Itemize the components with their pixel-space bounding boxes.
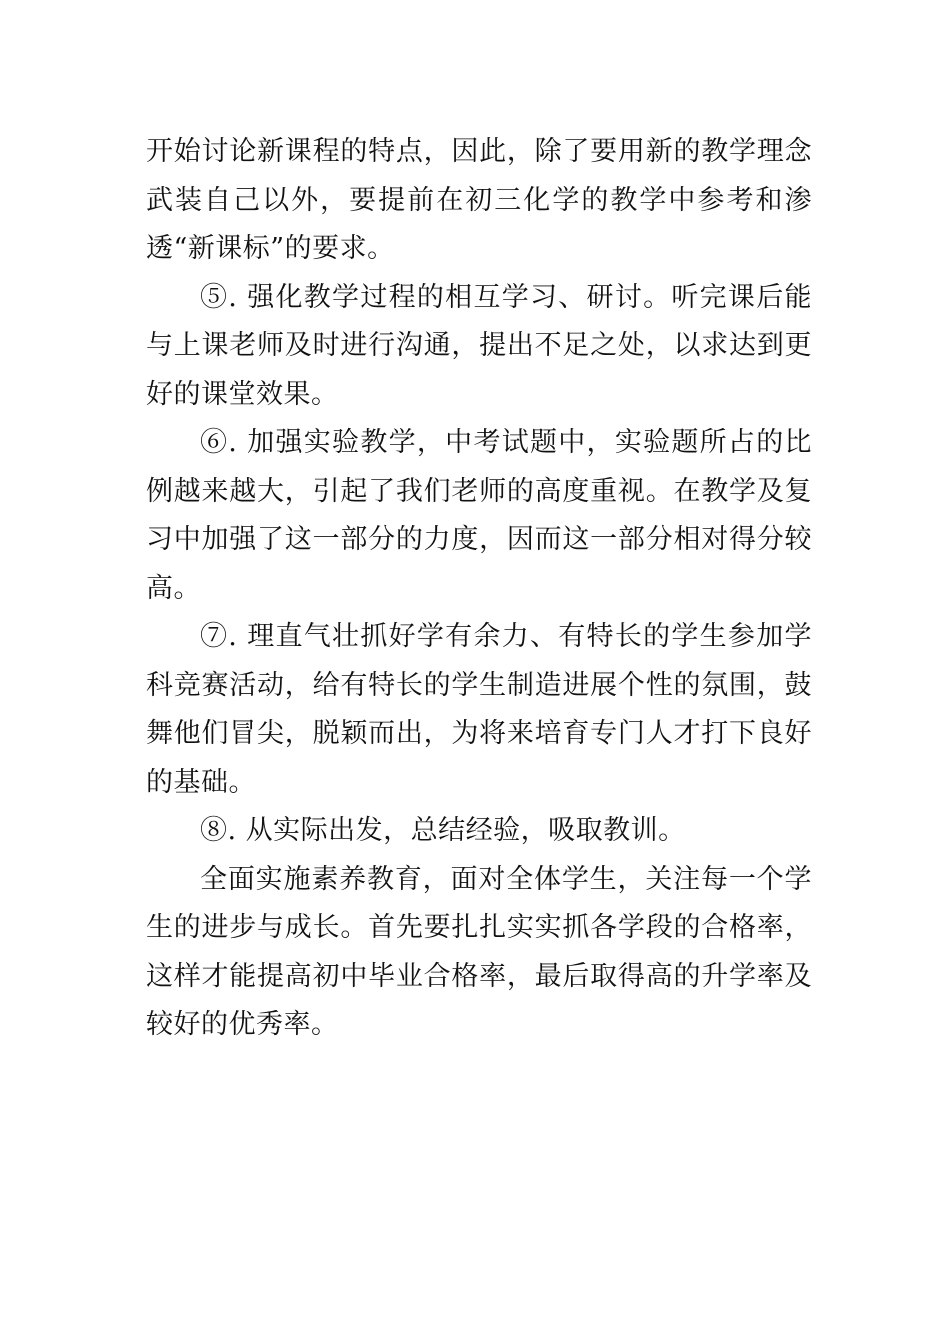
paragraph-summary: 全面实施素养教育，面对全体学生，关注每一个学生的进步与成长。首先要扎扎实实抓各学段的合格率，这样才能提高初中毕业合格率，最后取得高的升学率及较好的优秀率。	[146, 863, 812, 1040]
paragraph-item-7: ⑦. 理直气壮抓好学有余力、有特长的学生参加学科竞赛活动，给有特长的学生制造进展个性的氛围，鼓舞他们冒尖，脱颖而出，为将来培育专门人才打下良好的基础。	[146, 621, 812, 798]
paragraph-continuation: 开始讨论新课程的特点，因此，除了要用新的教学理念武装自己以外，要提前在初三化学的教学中参考和渗透“新课标”的要求。	[146, 136, 812, 264]
paragraph-item-5: ⑤. 强化教学过程的相互学习、研讨。听完课后能与上课老师及时进行沟通，提出不足之处，以求达到更好的课堂效果。	[146, 281, 812, 410]
document-body	[146, 128, 812, 1050]
paragraph-item-6: ⑥. 加强实验教学，中考试题中，实验题所占的比例越来越大，引起了我们老师的高度重视。在教学及复习中加强了这一部分的力度，因而这一部分相对得分较高。	[146, 427, 812, 604]
paragraph-item-8: ⑧. 从实际出发，总结经验，吸取教训。	[200, 815, 686, 846]
